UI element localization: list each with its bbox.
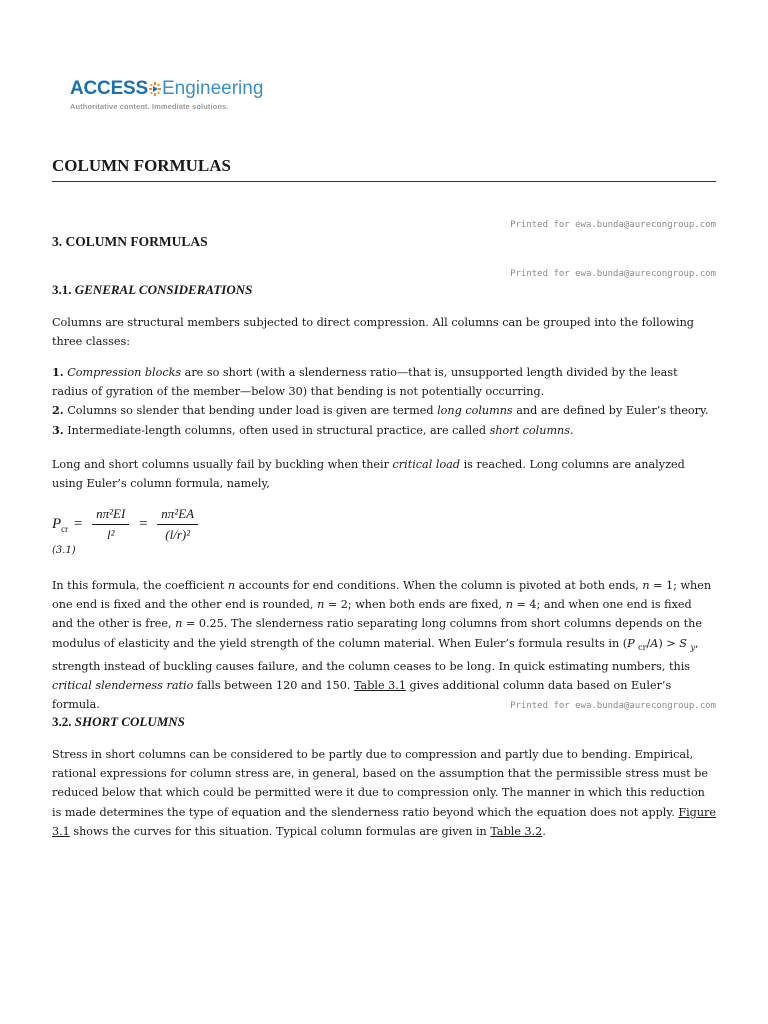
figure-3-1-link[interactable]: Figure 3.1 bbox=[52, 805, 717, 838]
fraction-2-denominator: (l/r)² bbox=[165, 527, 191, 542]
logo-tagline: Authoritative content. Immediate solutions. bbox=[70, 102, 229, 111]
intro-paragraph: Columns are structural members subjected to direct compression. All columns can be grouped into the following three classes: bbox=[52, 316, 694, 349]
fraction-2-numerator: nπ²EA bbox=[157, 506, 198, 525]
table-3-1-link[interactable]: Table 3.1 bbox=[353, 679, 406, 693]
buckling-paragraph: Long and short columns usually fail by buckling when their critical load is reached. Long columns are analyzed using Euler’s column formula, namely, bbox=[52, 458, 685, 491]
list-item: 3. Intermediate-length columns, often used in structural practice, are called short columns. bbox=[52, 422, 574, 437]
logo-burst-icon bbox=[149, 82, 161, 96]
title-divider bbox=[52, 181, 716, 182]
printed-for-notice: Printed for ewa.bunda@aurecongroup.com bbox=[510, 701, 716, 711]
formula-lhs-subscript: cr bbox=[61, 523, 69, 534]
euler-formula: $P_{cr}$ = $\frac{\text{nπ²EI}}{\text{l²}}$ = $\frac{\text{nπ²EA}}{\text{(l/r)²}}$ bbox=[52, 506, 202, 543]
section-3-heading bbox=[52, 234, 208, 250]
printed-for-notice: Printed for ewa.bunda@aurecongroup.com bbox=[510, 220, 716, 230]
short-columns-paragraph: Stress in short columns can be considered to be partly due to compression and partly due to bending. Empirical, rational expressions for column stress are, in general, based on the assumption that the permissible stress must be reduced below that which could be permitted were it due to compression only. The manner in which this reduction is made determines the type of equation and the slenderness ratio beyond which the equation does not apply. Figure 3.1 shows the curves for this situation. Typical column formulas are given in Table 3.2. bbox=[52, 748, 717, 838]
access-engineering-logo bbox=[70, 78, 290, 122]
fraction-1-numerator: nπ²EI bbox=[92, 506, 129, 525]
formula-fraction-2 bbox=[157, 506, 198, 543]
logo-engineering-text: Engineering bbox=[161, 78, 264, 99]
section-3-2-number: 3.2. bbox=[52, 714, 72, 729]
section-3-1-heading bbox=[52, 282, 252, 298]
formula-fraction-1 bbox=[92, 506, 129, 543]
formula-lhs: P bbox=[52, 515, 62, 532]
column-class-list bbox=[52, 363, 716, 440]
logo-access-text: ACCESS bbox=[70, 78, 148, 99]
page-title: COLUMN FORMULAS bbox=[52, 156, 231, 175]
section-3-1-title: GENERAL CONSIDERATIONS bbox=[74, 282, 253, 297]
equation-number: (3.1) bbox=[52, 545, 76, 556]
table-3-2-link[interactable]: Table 3.2 bbox=[490, 824, 543, 838]
section-3-number: 3. bbox=[52, 234, 63, 249]
list-item: 1. Compression blocks are so short (with a slenderness ratio—that is, unsupported length divided by the least radius of gyration of the member—below 30) that bending is not potentially occurring. bbox=[52, 365, 678, 399]
section-3-title: COLUMN FORMULAS bbox=[65, 234, 208, 249]
section-3-1-number: 3.1. bbox=[52, 282, 72, 297]
coefficient-paragraph: In this formula, the coefficient n accounts for end conditions. When the column is pivoted at both ends, n = 1; when one end is fixed and the other end is rounded, n = 2; when both ends are fixed, n = 4; and when one end is fixed and the other is free, n = 0.25. The slenderness ratio separating long columns from short columns depends on the modulus of elasticity and the yield strength of the column material. When Euler’s formula results in (P $_{cr}$/A) > S $_y$, strength instead of buckling causes failure, and the column ceases to be long. In quick estimating numbers, this critical slenderness ratio falls between 120 and 150. Table 3.1 gives additional column data based on Euler’s formula. bbox=[52, 579, 712, 712]
printed-for-notice: Printed for ewa.bunda@aurecongroup.com bbox=[510, 269, 716, 279]
list-item: 2. Columns so slender that bending under load is given are termed long columns and are defined by Euler’s theory. bbox=[52, 403, 709, 418]
fraction-1-denominator: l² bbox=[106, 527, 115, 542]
section-3-2-heading bbox=[52, 714, 185, 730]
section-3-2-title: SHORT COLUMNS bbox=[74, 714, 185, 729]
